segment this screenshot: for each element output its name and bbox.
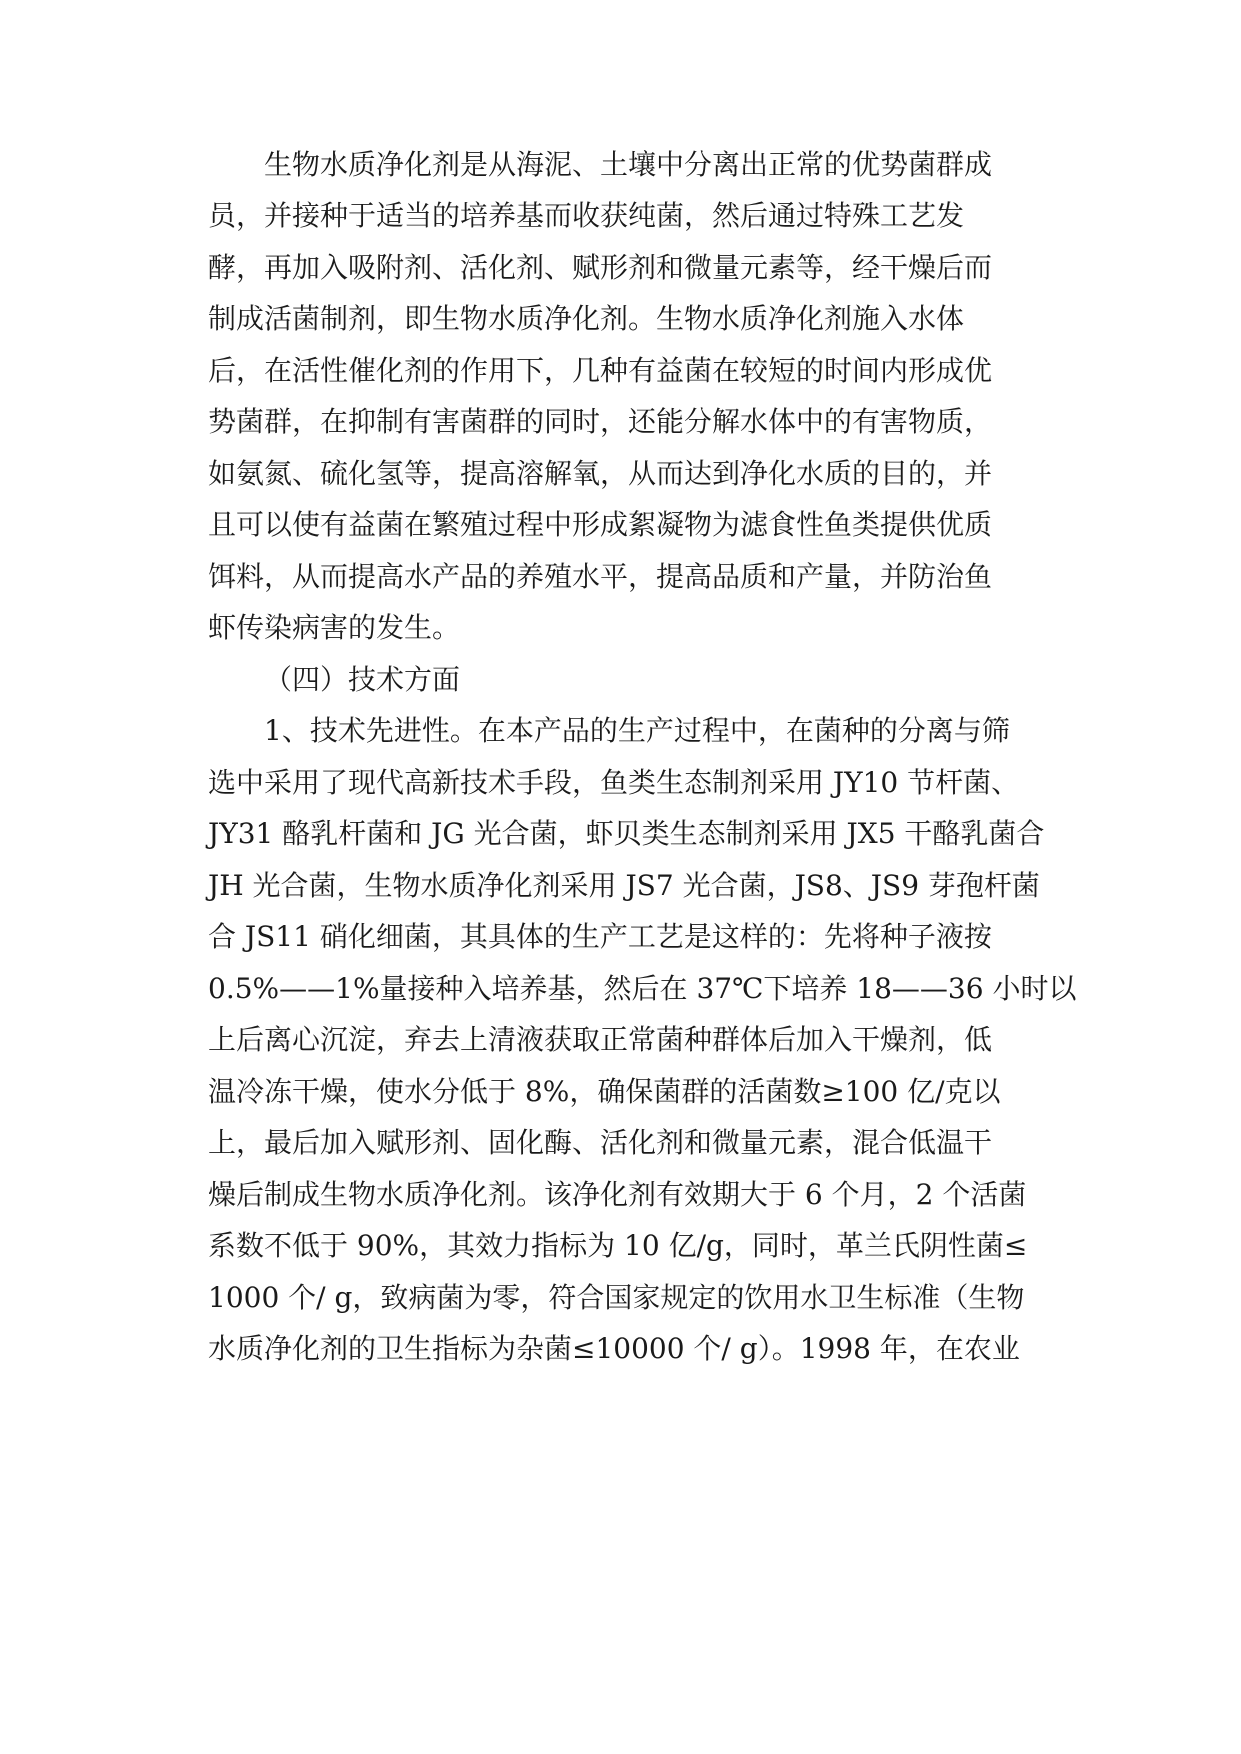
section-heading: （四）技术方面 <box>264 663 461 696</box>
paragraph-line-12: 选中采用了现代高新技术手段，鱼类生态制剂采用 JY10 节杆菌、 <box>208 766 1020 799</box>
paragraph-line-5: 后，在活性催化剂的作用下，几种有益菌在较短的时间内形成优 <box>208 354 993 387</box>
paragraph-line-17: 上后离心沉淀，弃去上清液获取正常菌种群体后加入干燥剂，低 <box>208 1023 993 1056</box>
paragraph-line-11: 1、技术先进性。在本产品的生产过程中，在菌种的分离与筛 <box>264 714 1010 747</box>
paragraph-line-4: 制成活菌制剂，即生物水质净化剂。生物水质净化剂施入水体 <box>208 302 965 335</box>
paragraph-line-13: JY31 酪乳杆菌和 JG 光合菌，虾贝类生态制剂采用 JX5 干酪乳菌合 <box>208 817 1045 850</box>
paragraph-line-2: 员，并接种于适当的培养基而收获纯菌，然后通过特殊工艺发 <box>208 199 965 232</box>
paragraph-line-16: 0.5%——1%量接种入培养基，然后在 37℃下培养 18——36 小时以 <box>208 972 1077 1005</box>
paragraph-line-20: 燥后制成生物水质净化剂。该净化剂有效期大于 6 个月，2 个活菌 <box>208 1178 1027 1211</box>
paragraph-line-10: 虾传染病害的发生。 <box>208 611 461 644</box>
paragraph-line-19: 上，最后加入赋形剂、固化酶、活化剂和微量元素，混合低温干 <box>208 1126 993 1159</box>
paragraph-line-14: JH 光合菌，生物水质净化剂采用 JS7 光合菌，JS8、JS9 芽孢杆菌 <box>208 869 1040 902</box>
paragraph-line-8: 且可以使有益菌在繁殖过程中形成絮凝物为滤食性鱼类提供优质 <box>208 508 993 541</box>
paragraph-line-3: 酵，再加入吸附剂、活化剂、赋形剂和微量元素等，经干燥后而 <box>208 251 993 284</box>
paragraph-line-1: 生物水质净化剂是从海泥、土壤中分离出正常的优势菌群成 <box>264 148 993 181</box>
paragraph-line-18: 温冷冻干燥，使水分低于 8%，确保菌群的活菌数≥100 亿/克以 <box>208 1075 1001 1108</box>
paragraph-line-7: 如氨氮、硫化氢等，提高溶解氧，从而达到净化水质的目的，并 <box>208 457 993 490</box>
paragraph-line-23: 水质净化剂的卫生指标为杂菌≤10000 个/ g）。1998 年，在农业 <box>208 1332 1020 1365</box>
paragraph-line-6: 势菌群，在抑制有害菌群的同时，还能分解水体中的有害物质， <box>208 405 993 438</box>
paragraph-line-15: 合 JS11 硝化细菌，其具体的生产工艺是这样的：先将种子液按 <box>208 920 992 953</box>
paragraph-line-22: 1000 个/ g，致病菌为零，符合国家规定的饮用水卫生标准（生物 <box>208 1281 1025 1314</box>
paragraph-line-21: 系数不低于 90%，其效力指标为 10 亿/g，同时，革兰氏阴性菌≤ <box>208 1229 1028 1262</box>
paragraph-line-9: 饵料，从而提高水产品的养殖水平，提高品质和产量，并防治鱼 <box>208 560 993 593</box>
